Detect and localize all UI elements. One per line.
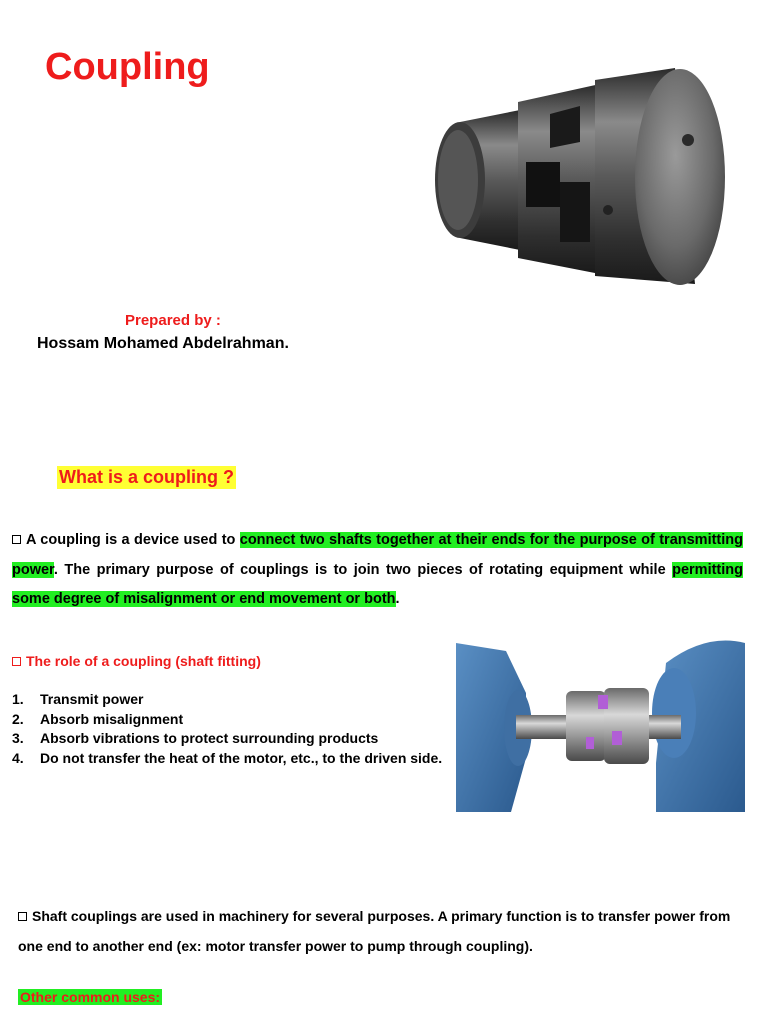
uses-text: Shaft couplings are used in machinery for several purposes. A primary function is to transfer power from one end to another end (ex: motor transfer power to pump through coupling). bbox=[18, 908, 731, 954]
list-text: Absorb misalignment bbox=[40, 710, 184, 727]
list-item bbox=[12, 710, 452, 730]
definition-text-3: . bbox=[395, 591, 400, 607]
checkbox-bullet-icon bbox=[18, 912, 27, 921]
page-title: Coupling bbox=[45, 46, 210, 88]
definition-highlight-2: permitting some degree of misalignment or end movement or both bbox=[12, 561, 743, 607]
list-number: 1. bbox=[12, 691, 24, 707]
list-number: 2. bbox=[12, 710, 24, 727]
list-number: 4. bbox=[12, 749, 24, 766]
section-heading-what-is: What is a coupling ? bbox=[59, 467, 234, 487]
list-item bbox=[12, 749, 452, 769]
author-name: Hossam Mohamed Abdelrahman. bbox=[37, 335, 289, 352]
list-number: 3. bbox=[12, 730, 24, 746]
installed-coupling-image bbox=[456, 633, 745, 812]
role-heading-text: The role of a coupling (shaft fitting) bbox=[26, 653, 261, 669]
prepared-by-label: Prepared by : bbox=[125, 312, 221, 329]
definition-text-2: . The primary purpose of couplings is to join two pieces of rotating equipment while bbox=[53, 561, 673, 578]
checkbox-bullet-icon bbox=[12, 657, 21, 666]
list-text: Transmit power bbox=[40, 691, 144, 707]
definition-highlight-1: connect two shafts together at their ends for the purpose of transmitting power bbox=[12, 532, 743, 578]
list-text: Do not transfer the heat of the motor, etc., to the driven side. bbox=[40, 749, 443, 766]
list-item bbox=[12, 690, 452, 710]
definition-text-1: A coupling is a device used to bbox=[26, 532, 240, 548]
list-text: Absorb vibrations to protect surrounding products bbox=[40, 730, 379, 746]
definition-paragraph bbox=[12, 526, 743, 615]
role-heading bbox=[12, 653, 261, 669]
list-item bbox=[12, 729, 452, 749]
jaw-coupling-image bbox=[430, 62, 730, 290]
role-list bbox=[12, 690, 452, 768]
checkbox-bullet-icon bbox=[12, 535, 21, 544]
uses-paragraph bbox=[18, 902, 738, 961]
other-uses-heading: Other common uses: bbox=[20, 989, 161, 1005]
